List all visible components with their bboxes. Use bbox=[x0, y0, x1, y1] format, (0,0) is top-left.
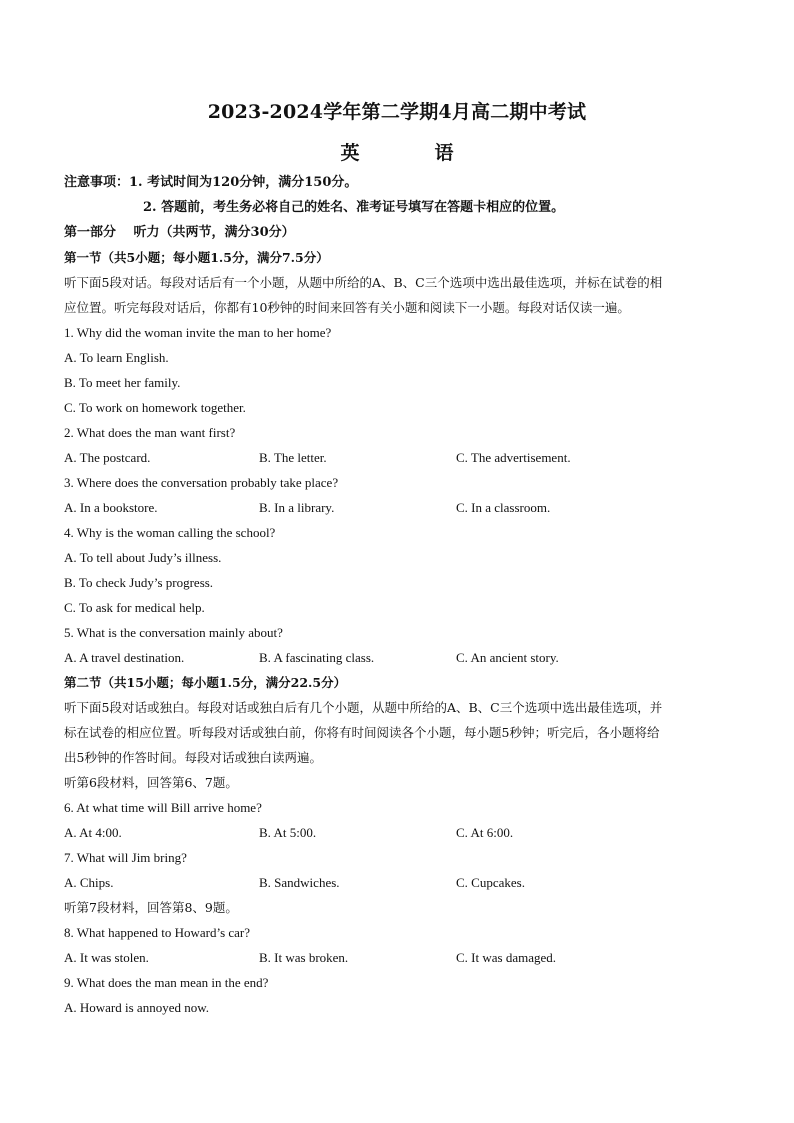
question-7-option-b: B. Sandwiches. bbox=[259, 875, 340, 890]
notes-label: 注意事项： bbox=[64, 175, 130, 190]
section1-instructions-line-1: 听下面5段对话。每段对话后有一个小题，从题中所给的A、B、C三个选项中选出最佳选项，并标在试卷的相 bbox=[64, 275, 663, 290]
question-8: 8. What happened to Howard’s car? bbox=[64, 925, 251, 940]
question-5: 5. What is the conversation mainly about? bbox=[64, 625, 283, 640]
question-3-option-b: B. In a library. bbox=[259, 500, 335, 515]
question-1: 1. Why did the woman invite the man to her home? bbox=[64, 325, 332, 340]
question-5-option-a: A. A travel destination. bbox=[64, 650, 185, 665]
question-3: 3. Where does the conversation probably take place? bbox=[64, 475, 339, 490]
section2-title: 第二节（共15小题；每小题1.5分，满分22.5分） bbox=[64, 675, 347, 690]
question-1-option-b: B. To meet her family. bbox=[64, 375, 181, 390]
question-5-option-b: B. A fascinating class. bbox=[259, 650, 375, 665]
question-8-option-a: A. It was stolen. bbox=[64, 950, 149, 965]
material-6-heading: 听第6段材料，回答第6、7题。 bbox=[64, 775, 238, 790]
question-8-option-c: C. It was damaged. bbox=[456, 950, 557, 965]
question-2: 2. What does the man want first? bbox=[64, 425, 236, 440]
question-9: 9. What does the man mean in the end? bbox=[64, 975, 269, 990]
question-6: 6. At what time will Bill arrive home? bbox=[64, 800, 262, 815]
question-7-option-c: C. Cupcakes. bbox=[456, 875, 525, 890]
section2-instructions-line-2: 标在试卷的相应位置。听每段对话或独白前，你将有时间阅读各个小题，每小题5秒钟；听完后，各小题将给 bbox=[64, 725, 660, 740]
question-6-option-c: C. At 6:00. bbox=[456, 825, 514, 840]
question-3-option-c: C. In a classroom. bbox=[456, 500, 551, 515]
question-8-option-b: B. It was broken. bbox=[259, 950, 349, 965]
question-9-option-a: A. Howard is annoyed now. bbox=[64, 1000, 210, 1015]
exam-title: 2023-2024学年第二学期4月高二期中考试 bbox=[207, 101, 587, 123]
question-4-option-a: A. To tell about Judy’s illness. bbox=[64, 550, 222, 565]
question-2-option-b: B. The letter. bbox=[259, 450, 327, 465]
section1-instructions-line-2: 应位置。听完每段对话后，你都有10秒钟的时间来回答有关小题和阅读下一小题。每段对话仅读一遍。 bbox=[64, 300, 630, 315]
question-6-option-b: B. At 5:00. bbox=[259, 825, 317, 840]
part1-title: 第一部分 听力（共两节，满分30分） bbox=[64, 225, 295, 240]
material-7-heading: 听第7段材料，回答第8、9题。 bbox=[64, 900, 238, 915]
question-3-option-a: A. In a bookstore. bbox=[64, 500, 158, 515]
section1-title: 第一节（共5小题；每小题1.5分，满分7.5分） bbox=[64, 250, 329, 265]
question-4: 4. Why is the woman calling the school? bbox=[64, 525, 276, 540]
notes-item-1: 1. 考试时间为120分钟，满分150分。 bbox=[129, 175, 358, 190]
section2-instructions-line-1: 听下面5段对话或独白。每段对话或独白后有几个小题，从题中所给的A、B、C三个选项中选出最佳选项，并 bbox=[64, 700, 663, 715]
question-2-option-a: A. The postcard. bbox=[64, 450, 151, 465]
section2-instructions-line-3: 出5秒钟的作答时间。每段对话或独白读两遍。 bbox=[64, 750, 322, 765]
notes-item-2: 2. 答题前，考生务必将自己的姓名、准考证号填写在答题卡相应的位置。 bbox=[143, 200, 565, 215]
question-4-option-c: C. To ask for medical help. bbox=[64, 600, 205, 615]
question-7-option-a: A. Chips. bbox=[64, 875, 114, 890]
subject-title: 英 语 bbox=[340, 142, 482, 164]
question-6-option-a: A. At 4:00. bbox=[64, 825, 122, 840]
question-1-option-c: C. To work on homework together. bbox=[64, 400, 246, 415]
question-5-option-c: C. An ancient story. bbox=[456, 650, 559, 665]
question-2-option-c: C. The advertisement. bbox=[456, 450, 571, 465]
notes-line-1 bbox=[64, 175, 357, 191]
question-4-option-b: B. To check Judy’s progress. bbox=[64, 575, 214, 590]
question-7: 7. What will Jim bring? bbox=[64, 850, 187, 865]
question-1-option-a: A. To learn English. bbox=[64, 350, 169, 365]
